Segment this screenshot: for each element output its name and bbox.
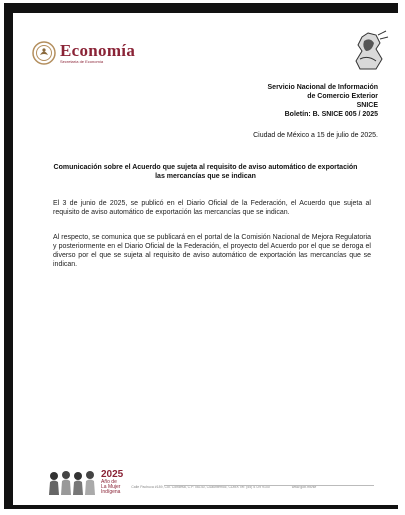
subject-heading	[53, 163, 358, 181]
issuer-acronym: SNICE	[356, 102, 378, 109]
badge-year: 2025	[101, 468, 124, 480]
coat-of-arms-icon	[32, 41, 56, 65]
document-date: Ciudad de México a 15 de julio de 2025.	[253, 132, 378, 139]
footer-address: Calle Pachuca #189, Col. Condesa, C.P. 06140, Cuauhtémoc, CDMX Tel: (55) 5729 9100	[131, 485, 270, 489]
badge-line: Año de	[101, 478, 117, 485]
badge-line: Indígena	[101, 488, 121, 495]
body-paragraph: El 3 de junio de 2025, se publicó en el Diario Oficial de la Federación, el Acuerdo que sujeta al requisito de aviso automático de exportación las mercancías que se indican.	[53, 200, 371, 216]
subject-line: las mercancías que se indican	[155, 173, 256, 180]
subject-line: Comunicación sobre el Acuerdo que sujeta al requisito de aviso automático de exportación	[53, 164, 358, 171]
footer-website-link[interactable]: www.gob.mx/se	[291, 485, 317, 489]
body-paragraph: Al respecto, se comunica que se publicará en el portal de la Comisión Nacional de Mejora Regulatoria y posteriormente en el Diario Oficial de la Federación, el proyecto del Acuerdo por el que se deroga el diverso por el que se sujeta al requisito de aviso automático de exportación las mercancías que se indican.	[53, 234, 371, 268]
issuer-block	[268, 83, 378, 119]
document-frame	[4, 3, 398, 509]
woman-illustration-icon	[346, 29, 390, 73]
badge-line: La Mujer	[101, 483, 121, 490]
year-badge	[101, 470, 123, 495]
brand-name: Economía	[60, 41, 136, 60]
issuer-line: de Comercio Exterior	[307, 93, 378, 100]
bulletin-number: Boletín: B. SNICE 005 / 2025	[284, 111, 378, 118]
footer-divider	[164, 485, 374, 486]
economia-logo	[32, 41, 135, 65]
footer	[46, 469, 376, 495]
document-page	[13, 13, 398, 505]
brand-subtitle: Secretaría de Economía	[60, 59, 104, 64]
indigenous-women-illustration-icon	[46, 469, 98, 495]
issuer-line: Servicio Nacional de Información	[267, 84, 378, 91]
